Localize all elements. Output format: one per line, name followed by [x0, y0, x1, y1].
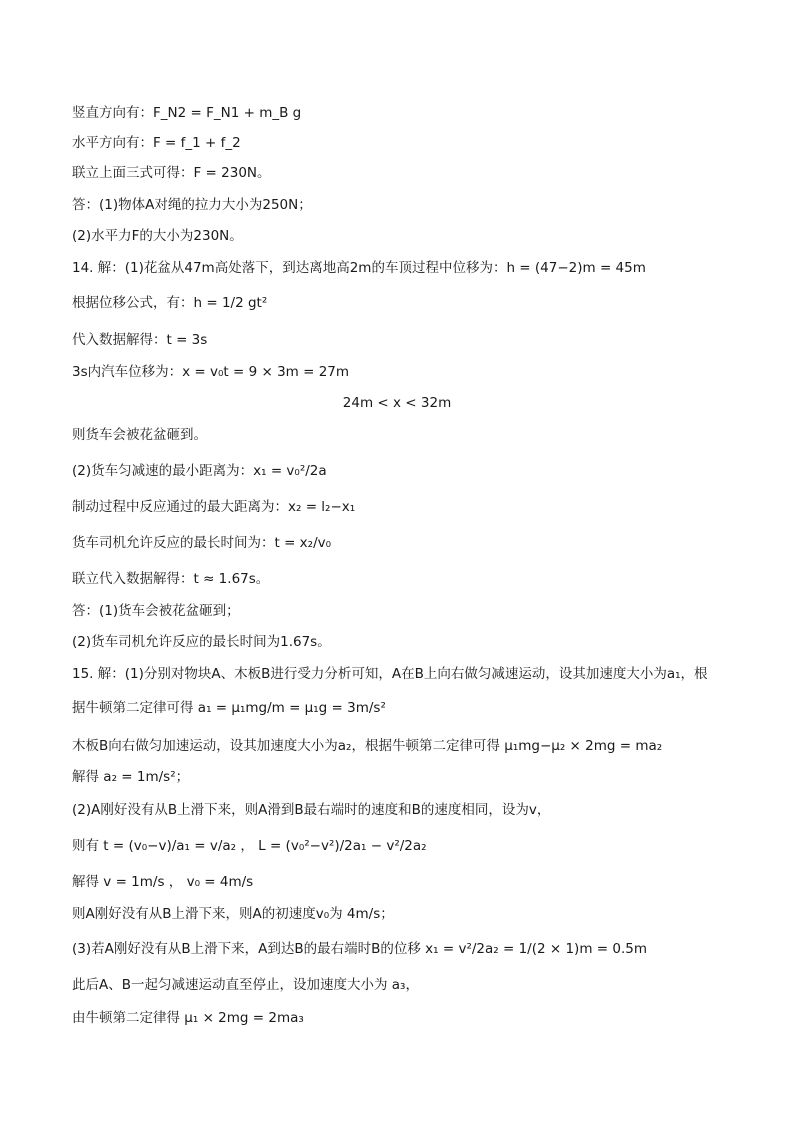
- text-line: 代入数据解得：t = 3s: [72, 332, 208, 348]
- text-line-centered: 24m < x < 32m: [342, 395, 452, 411]
- text-line: 则A刚好没有从B上滑下来，则A的初速度v₀为 4m/s；: [72, 906, 394, 922]
- text-line: 据牛顿第二定律可得 a₁ = μ₁mg/m = μ₁g = 3m/s²: [72, 700, 386, 716]
- text-line: (2)水平力F的大小为230N。: [72, 228, 243, 244]
- text-line: (2)货车司机允许反应的最长时间为1.67s。: [72, 634, 331, 650]
- text-line: 联立上面三式可得：F = 230N。: [72, 165, 271, 181]
- text-line: 答：(1)物体A对绳的拉力大小为250N；: [72, 197, 312, 213]
- text-line: 制动过程中反应通过的最大距离为：x₂ = l₂−x₁: [72, 499, 356, 515]
- text-line: 3s内汽车位移为：x = v₀t = 9 × 3m = 27m: [72, 364, 350, 380]
- text-line: 15. 解：(1)分别对物块A、木板B进行受力分析可知，A在B上向右做匀减速运动，设其加速度大小为a₁，根: [72, 666, 708, 682]
- text-line: 此后A、B一起匀减速运动直至停止，设加速度大小为 a₃，: [72, 977, 419, 993]
- text-line: 木板B向右做匀加速运动，设其加速度大小为a₂，根据牛顿第二定律可得 μ₁mg−μ₂ × 2mg = ma₂: [72, 738, 663, 754]
- text-line: 则货车会被花盆砸到。: [72, 427, 207, 443]
- text-line: 解得 v = 1m/s ， v₀ = 4m/s: [72, 874, 254, 890]
- text-line: 联立代入数据解得：t ≈ 1.67s。: [72, 571, 270, 587]
- text-line: (3)若A刚好没有从B上滑下来，A到达B的最右端时B的位移 x₁ = v²/2a₂ = 1/(2 × 1)m = 0.5m: [72, 941, 647, 957]
- text-line: 竖直方向有：F_N2 = F_N1 + m_B g: [72, 105, 302, 121]
- text-line: 则有 t = (v₀−v)/a₁ = v/a₂ ， L = (v₀²−v²)/2a₁ − v²/2a₂: [72, 838, 427, 854]
- text-line: (2)货车匀减速的最小距离为：x₁ = v₀²/2a: [72, 463, 327, 479]
- text-line: 货车司机允许反应的最长时间为：t = x₂/v₀: [72, 535, 332, 551]
- text-line: 14. 解：(1)花盆从47m高处落下，到达离地高2m的车顶过程中位移为：h = (47−2)m = 45m: [72, 260, 646, 276]
- text-line: 解得 a₂ = 1m/s²；: [72, 769, 190, 785]
- text-line: (2)A刚好没有从B上滑下来，则A滑到B最右端时的速度和B的速度相同，设为v，: [72, 802, 551, 818]
- text-line: 答：(1)货车会被花盆砸到；: [72, 603, 240, 619]
- text-line: 由牛顿第二定律得 μ₁ × 2mg = 2ma₃: [72, 1010, 304, 1026]
- text-line: 水平方向有：F = f_1 + f_2: [72, 135, 241, 151]
- text-line: 根据位移公式，有：h = 1/2 gt²: [72, 295, 268, 311]
